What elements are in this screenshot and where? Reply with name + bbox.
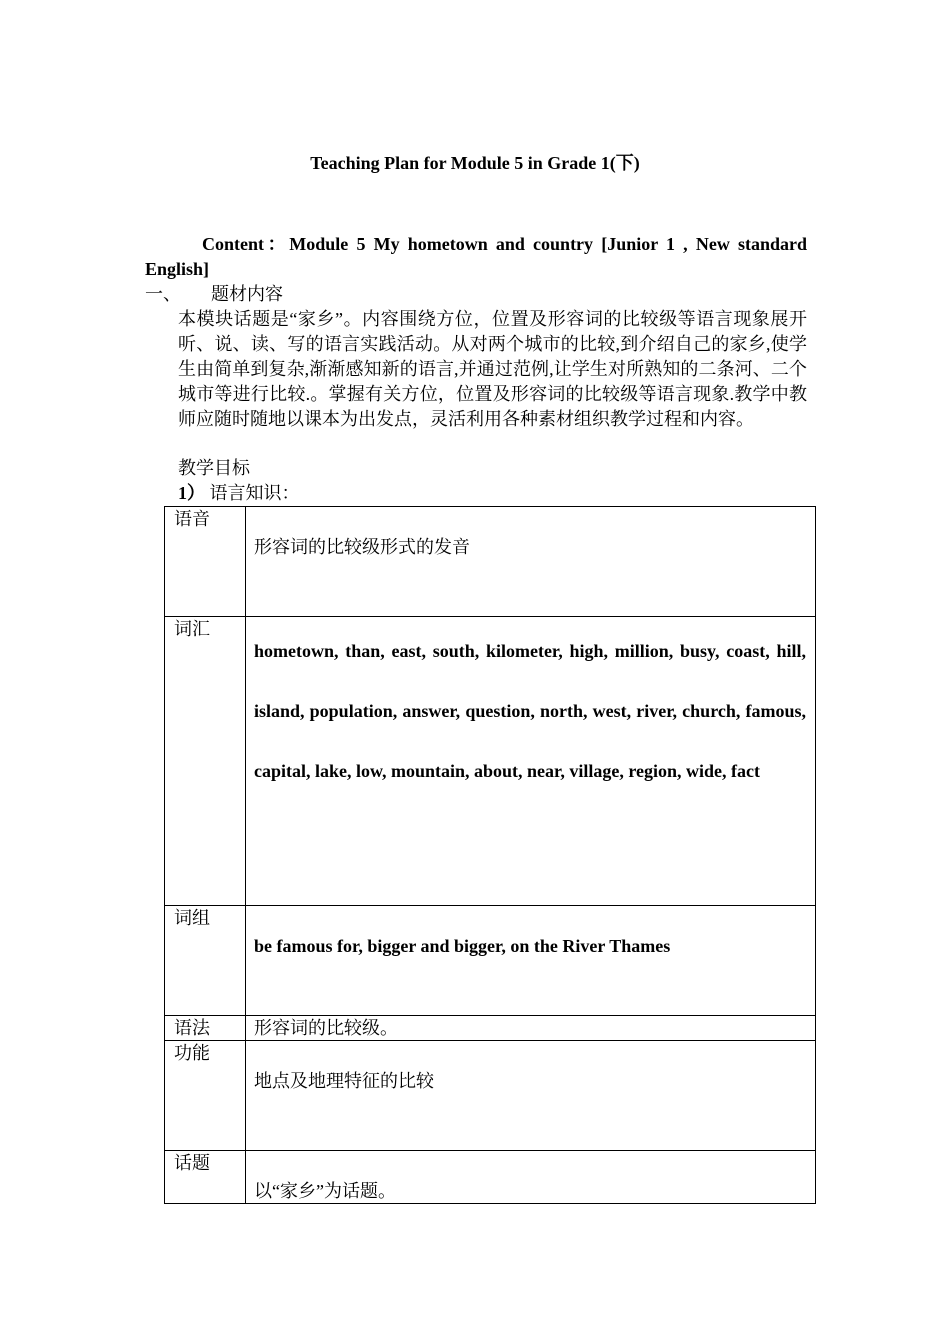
vocabulary-text: hometown, than, east, south, kilometer, high, million, busy, coast, hill, island, population, answer, question, north, west, river, church, famous, capital, lake, low, mountain, about, near, village, region, wide, fact [254, 641, 806, 781]
table-row [165, 1151, 816, 1204]
language-knowledge-label: 语言知识： [209, 483, 300, 503]
content-line-1: Content：Module 5 My hometown and country [Junior 1 , New standard [202, 234, 807, 254]
function-text: 地点及地理特征的比较 [254, 1071, 434, 1091]
document-title: Teaching Plan for Module 5 in Grade 1(下) [310, 153, 640, 173]
goals-heading: 教学目标 [178, 458, 250, 478]
phrases-text: be famous for, bigger and bigger, on the River Thames [254, 936, 671, 956]
section-title: 题材内容 [211, 284, 283, 304]
row-label: 语音 [165, 507, 246, 617]
table-row [165, 1016, 816, 1041]
language-knowledge-table [164, 506, 816, 1204]
row-label: 语法 [165, 1016, 246, 1041]
section-number: 一、 [145, 284, 181, 304]
row-value: 形容词的比较级。 [246, 1016, 816, 1041]
row-value [246, 906, 816, 1016]
table-row [165, 507, 816, 617]
language-knowledge-number: 1） [178, 483, 205, 503]
section-paragraph: 本模块话题是“家乡”。内容围绕方位，位置及形容词的比较级等语言现象展开听、说、读、写的语言实践活动。从对两个城市的比较,到介绍自己的家乡,使学生由简单到复杂,渐渐感知新的语言,并通过范例,让学生对所熟知的二条河、二个城市等进行比较.。掌握有关方位，位置及形容词的比较级等语言现象.教学中教师应随时随地以课本为出发点，灵活利用各种素材组织教学过程和内容。 [178, 309, 807, 429]
pronunciation-text: 形容词的比较级形式的发音 [254, 537, 470, 557]
row-label: 词汇 [165, 617, 246, 906]
language-knowledge-heading [178, 481, 300, 506]
table-row [165, 1041, 816, 1151]
row-value [246, 1151, 816, 1204]
table-row [165, 617, 816, 906]
row-label: 话题 [165, 1151, 246, 1204]
row-value [246, 617, 816, 906]
row-label: 功能 [165, 1041, 246, 1151]
content-line-2: English] [145, 259, 210, 279]
topic-text: 以“家乡”为话题。 [254, 1181, 396, 1201]
row-label: 词组 [165, 906, 246, 1016]
row-value [246, 507, 816, 617]
row-value [246, 1041, 816, 1151]
table-row [165, 906, 816, 1016]
section-heading [145, 282, 283, 307]
